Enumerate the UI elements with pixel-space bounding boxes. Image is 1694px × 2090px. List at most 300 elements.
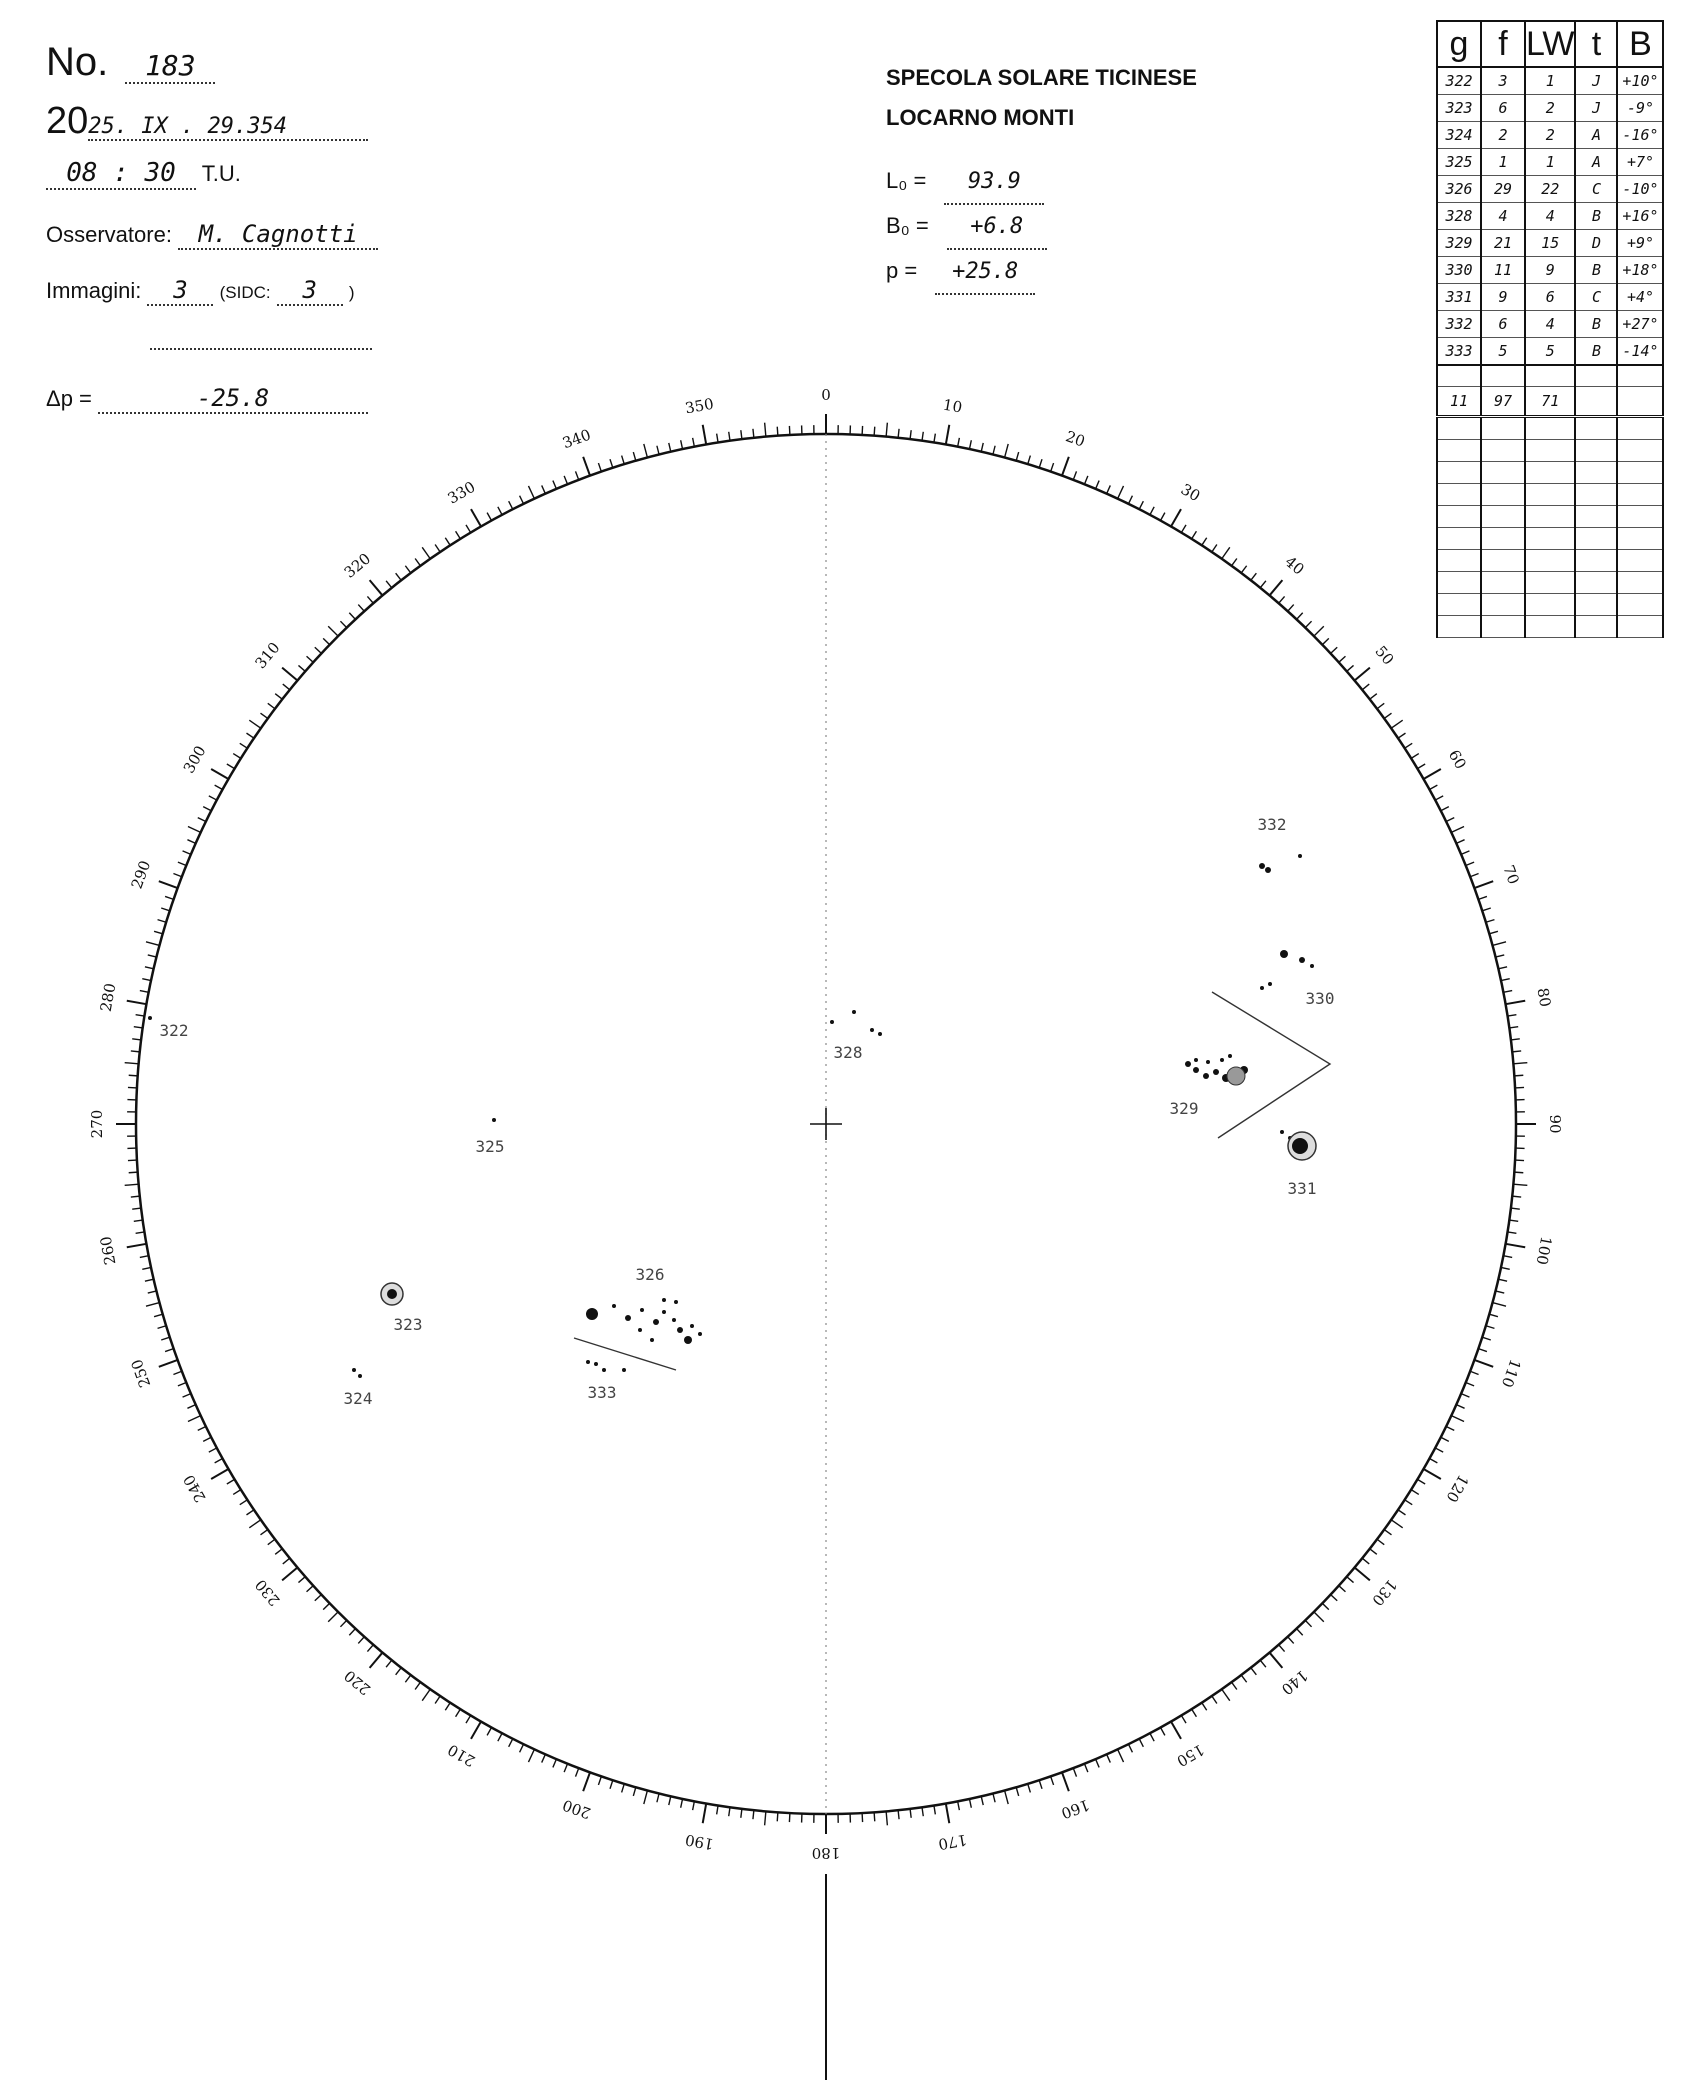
group-label: 328 xyxy=(833,1043,863,1062)
degree-tick xyxy=(1241,1675,1246,1682)
degree-tick xyxy=(435,545,440,552)
degree-label: 180 xyxy=(811,1844,841,1862)
table-cell: 29 xyxy=(1481,176,1525,203)
group-boundary-line xyxy=(1212,992,1330,1138)
group-label: 324 xyxy=(343,1389,373,1408)
degree-tick xyxy=(703,425,706,445)
degree-tick xyxy=(1322,638,1328,644)
table-cell: 4 xyxy=(1525,203,1575,230)
table-cell: 15 xyxy=(1525,230,1575,257)
degree-tick xyxy=(1005,1790,1009,1804)
degree-tick xyxy=(487,513,491,521)
param-p-value: +25.8 xyxy=(935,251,1035,295)
degree-tick xyxy=(183,1394,191,1398)
degree-tick xyxy=(165,1349,174,1352)
date-prefix: 20 xyxy=(46,100,89,142)
degree-tick xyxy=(598,1776,601,1785)
degree-tick xyxy=(946,425,949,445)
degree-tick xyxy=(1498,967,1507,969)
degree-tick xyxy=(1347,665,1354,671)
table-cell: D xyxy=(1575,230,1617,257)
degree-tick xyxy=(969,1799,971,1808)
degree-tick xyxy=(1028,1784,1031,1793)
degree-tick xyxy=(1202,538,1207,546)
table-cell: J xyxy=(1575,67,1617,95)
degree-tick xyxy=(498,1733,502,1741)
degree-tick xyxy=(1461,1394,1469,1398)
degree-tick xyxy=(188,826,201,832)
degree-tick xyxy=(1489,931,1498,933)
degree-tick xyxy=(315,1595,322,1601)
degree-tick xyxy=(1279,1645,1285,1652)
table-cell: 332 xyxy=(1437,311,1481,338)
sunspot-penumbra xyxy=(1227,1067,1245,1085)
degree-tick xyxy=(159,881,178,888)
degree-label: 40 xyxy=(1281,552,1308,579)
degree-tick xyxy=(260,1530,267,1535)
institution-name: SPECOLA SOLARE TICINESE xyxy=(886,65,1197,90)
degree-tick xyxy=(1506,1001,1526,1004)
degree-tick xyxy=(1513,1063,1527,1064)
degree-tick xyxy=(178,1382,186,1385)
degree-tick xyxy=(693,1801,695,1810)
degree-label: 200 xyxy=(560,1795,594,1823)
degree-tick xyxy=(1260,1660,1266,1667)
table-cell: +4° xyxy=(1617,284,1663,311)
table-cell: J xyxy=(1575,95,1617,122)
degree-tick xyxy=(1016,1787,1018,1796)
table-cell: 2 xyxy=(1525,95,1575,122)
degree-tick xyxy=(283,1558,290,1564)
degree-tick xyxy=(622,456,625,465)
degree-tick xyxy=(1451,826,1464,832)
sunspot xyxy=(1280,1130,1284,1134)
degree-tick xyxy=(981,443,983,452)
degree-tick xyxy=(134,1027,143,1028)
sunspot-drawings xyxy=(148,854,1330,1378)
degree-tick xyxy=(275,694,282,700)
degree-tick xyxy=(703,1804,706,1824)
degree-tick xyxy=(1511,1208,1520,1209)
report-number-value: 183 xyxy=(125,49,215,84)
degree-tick xyxy=(657,1794,659,1803)
table-cell: 6 xyxy=(1481,95,1525,122)
degree-tick xyxy=(282,668,297,681)
sunspot xyxy=(625,1315,631,1321)
table-cell: B xyxy=(1575,257,1617,284)
degree-tick xyxy=(729,1807,730,1816)
degree-tick xyxy=(1446,818,1454,822)
degree-tick xyxy=(509,1739,513,1747)
degree-tick xyxy=(520,1744,524,1752)
degree-tick xyxy=(1405,743,1413,748)
sunspot xyxy=(650,1338,654,1342)
degree-tick xyxy=(922,432,923,441)
degree-tick xyxy=(1466,1382,1474,1385)
table-cell: 9 xyxy=(1525,257,1575,284)
degree-tick xyxy=(1107,1754,1111,1762)
degree-tick xyxy=(209,796,217,800)
degree-tick xyxy=(1347,1577,1354,1583)
sidc-value: 3 xyxy=(277,276,343,306)
degree-tick xyxy=(422,547,430,558)
degree-tick xyxy=(1161,1727,1165,1735)
degree-tick xyxy=(528,1749,534,1762)
table-cell: 328 xyxy=(1437,203,1481,230)
degree-label: 150 xyxy=(1173,1740,1208,1771)
degree-tick xyxy=(159,1360,178,1367)
degree-label: 260 xyxy=(96,1234,120,1267)
date-value: 25. IX . 29.354 xyxy=(88,114,368,141)
degree-tick xyxy=(1073,1768,1076,1776)
header-t: t xyxy=(1575,21,1617,67)
sunspot xyxy=(622,1368,626,1372)
degree-tick xyxy=(349,613,355,620)
degree-tick xyxy=(1391,720,1402,728)
group-label: 333 xyxy=(587,1383,617,1402)
degree-tick xyxy=(1511,1039,1520,1040)
degree-label: 310 xyxy=(251,638,284,673)
table-cell: 1 xyxy=(1525,67,1575,95)
degree-tick xyxy=(188,1416,201,1422)
degree-tick xyxy=(542,485,546,493)
degree-tick xyxy=(1512,1051,1521,1052)
degree-tick xyxy=(227,764,235,769)
degree-tick xyxy=(298,665,305,671)
table-cell: 1 xyxy=(1481,149,1525,176)
degree-label: 320 xyxy=(340,549,375,582)
degree-tick xyxy=(1470,874,1478,877)
degree-tick xyxy=(178,862,186,865)
degree-tick xyxy=(471,509,481,526)
degree-tick xyxy=(198,818,206,822)
degree-tick xyxy=(142,979,151,981)
degree-tick xyxy=(1482,1337,1491,1340)
group-label: 325 xyxy=(475,1137,505,1156)
degree-tick xyxy=(215,785,223,789)
degree-tick xyxy=(328,1612,338,1622)
table-cell: 326 xyxy=(1437,176,1481,203)
degree-tick xyxy=(456,531,461,539)
degree-tick xyxy=(777,1812,778,1821)
degree-tick xyxy=(1279,596,1285,603)
table-cell: 324 xyxy=(1437,122,1481,149)
degree-tick xyxy=(1051,1776,1054,1785)
sunspot xyxy=(1185,1061,1191,1067)
sunspot xyxy=(878,1032,882,1036)
table-cell: 322 xyxy=(1437,67,1481,95)
degree-tick xyxy=(370,580,383,595)
sunspot xyxy=(1268,982,1272,986)
delta-p-label: Δp = xyxy=(46,386,92,411)
degree-tick xyxy=(1370,694,1377,700)
degree-label: 160 xyxy=(1058,1795,1092,1823)
degree-tick xyxy=(1212,545,1217,552)
degree-tick xyxy=(1241,566,1246,573)
degree-tick xyxy=(898,429,899,438)
degree-tick xyxy=(1398,733,1405,738)
degree-tick xyxy=(1384,713,1391,718)
degree-tick xyxy=(283,684,290,690)
degree-tick xyxy=(1391,1520,1402,1528)
group-labels xyxy=(160,815,1335,1408)
degree-tick xyxy=(275,1549,282,1555)
degree-tick xyxy=(1016,452,1018,461)
degree-tick xyxy=(910,1809,911,1818)
sunspot-umbra xyxy=(387,1289,397,1299)
degree-tick xyxy=(1222,1689,1230,1700)
sunspot xyxy=(1310,964,1314,968)
degree-tick xyxy=(1339,1586,1346,1592)
table-cell: 9 xyxy=(1481,284,1525,311)
degree-tick xyxy=(1474,881,1493,888)
sunspot xyxy=(602,1368,606,1372)
table-cell: -10° xyxy=(1617,176,1663,203)
degree-tick xyxy=(717,1806,718,1815)
degree-tick xyxy=(146,942,160,946)
sunspot xyxy=(674,1300,678,1304)
degree-tick xyxy=(1128,1744,1132,1752)
degree-tick xyxy=(136,1015,145,1016)
table-cell: 323 xyxy=(1437,95,1481,122)
degree-tick xyxy=(209,1448,217,1452)
degree-tick xyxy=(1513,1184,1527,1185)
sunspot xyxy=(852,1010,856,1014)
degree-tick xyxy=(681,1799,683,1808)
degree-tick xyxy=(487,1727,491,1735)
param-b0-label: B₀ = xyxy=(886,213,929,238)
degree-tick xyxy=(598,463,601,472)
degree-tick xyxy=(1297,613,1303,620)
degree-tick xyxy=(415,1682,420,1689)
degree-tick xyxy=(886,1811,887,1825)
time-suffix: T.U. xyxy=(201,161,241,186)
degree-tick xyxy=(1355,668,1370,681)
degree-tick xyxy=(1466,862,1474,865)
degree-tick xyxy=(1398,1510,1405,1515)
table-cell: A xyxy=(1575,122,1617,149)
sunspot xyxy=(358,1374,362,1378)
degree-label: 220 xyxy=(340,1666,375,1699)
degree-tick xyxy=(528,486,534,499)
degree-tick xyxy=(1270,1653,1283,1668)
degree-tick xyxy=(1362,1558,1369,1564)
degree-tick xyxy=(1150,507,1154,515)
degree-tick xyxy=(349,1629,355,1636)
sidc-close: ) xyxy=(348,283,355,302)
degree-tick xyxy=(1441,1437,1449,1441)
degree-tick xyxy=(958,1801,960,1810)
degree-tick xyxy=(564,1764,567,1772)
degree-tick xyxy=(1212,1696,1217,1703)
degree-tick xyxy=(1514,1172,1523,1173)
degree-tick xyxy=(1446,1426,1454,1430)
degree-label: 80 xyxy=(1533,986,1555,1009)
degree-tick xyxy=(1503,991,1512,993)
degree-tick xyxy=(203,1437,211,1441)
degree-tick xyxy=(1503,1256,1512,1258)
table-cell: B xyxy=(1575,311,1617,338)
table-cell: B xyxy=(1575,203,1617,230)
degree-label: 130 xyxy=(1368,1575,1401,1610)
table-cell: A xyxy=(1575,149,1617,176)
sunspot xyxy=(677,1327,683,1333)
group-label: 323 xyxy=(393,1315,423,1334)
degree-tick xyxy=(323,1603,329,1609)
table-cell: 3 xyxy=(1481,67,1525,95)
observer-value: M. Cagnotti xyxy=(178,220,378,250)
table-cell: C xyxy=(1575,284,1617,311)
degree-tick xyxy=(1417,764,1425,769)
degree-tick xyxy=(323,638,329,644)
table-cell: 331 xyxy=(1437,284,1481,311)
degree-tick xyxy=(307,656,314,662)
sunspot xyxy=(1193,1067,1199,1073)
table-cell: C xyxy=(1575,176,1617,203)
degree-tick xyxy=(173,874,181,877)
degree-tick xyxy=(340,621,346,627)
degree-tick xyxy=(741,430,742,439)
degree-tick xyxy=(553,481,557,489)
degree-tick xyxy=(136,1232,145,1233)
degree-tick xyxy=(910,430,911,439)
degree-tick xyxy=(1096,1759,1100,1767)
degree-tick xyxy=(405,1675,410,1682)
degree-tick xyxy=(1251,573,1257,580)
table-cell: 5 xyxy=(1481,338,1525,366)
images-label: Immagini: xyxy=(46,278,142,303)
degree-tick xyxy=(669,1796,671,1805)
degree-tick xyxy=(1486,920,1495,923)
degree-tick xyxy=(145,967,154,969)
degree-tick xyxy=(173,1371,181,1374)
degree-tick xyxy=(1489,1314,1498,1316)
degree-tick xyxy=(1128,496,1132,504)
degree-label: 10 xyxy=(941,395,964,417)
sunspot xyxy=(830,1020,834,1024)
sunspot xyxy=(1298,854,1302,858)
degree-tick xyxy=(1461,851,1469,855)
degree-label: 230 xyxy=(251,1575,284,1610)
degree-tick xyxy=(1260,581,1266,588)
degree-tick xyxy=(249,1520,260,1528)
degree-tick xyxy=(187,840,195,844)
degree-tick xyxy=(1424,769,1441,779)
degree-tick xyxy=(198,1426,206,1430)
table-cell: 325 xyxy=(1437,149,1481,176)
degree-tick xyxy=(1107,485,1111,493)
degree-tick xyxy=(1150,1733,1154,1741)
degree-tick xyxy=(765,1811,766,1825)
degree-tick xyxy=(1192,531,1197,539)
degree-tick xyxy=(187,1405,195,1409)
degree-tick xyxy=(165,896,174,899)
sunspot xyxy=(640,1308,644,1312)
degree-label: 340 xyxy=(560,425,594,453)
sunspot-umbra xyxy=(1292,1138,1308,1154)
degree-tick xyxy=(127,1001,147,1004)
degree-tick xyxy=(161,1337,170,1340)
degree-tick xyxy=(415,558,420,565)
degree-tick xyxy=(1073,471,1076,479)
images-value: 3 xyxy=(147,276,213,306)
degree-tick xyxy=(1456,1405,1464,1409)
degree-label: 100 xyxy=(1532,1234,1556,1267)
degree-tick xyxy=(1417,1479,1425,1484)
degree-tick xyxy=(1051,463,1054,472)
degree-tick xyxy=(1496,955,1505,957)
degree-tick xyxy=(158,920,167,923)
degree-tick xyxy=(583,457,590,476)
degree-tick xyxy=(1470,1371,1478,1374)
degree-tick xyxy=(874,1812,875,1821)
degree-tick xyxy=(1501,1267,1510,1269)
degree-tick xyxy=(576,1768,579,1776)
degree-tick xyxy=(1288,605,1294,612)
degree-tick xyxy=(498,507,502,515)
sunspot xyxy=(612,1304,616,1308)
sunspot xyxy=(586,1360,590,1364)
degree-tick xyxy=(240,1500,248,1505)
degree-tick xyxy=(1506,1244,1526,1247)
degree-tick xyxy=(247,733,254,738)
degree-tick xyxy=(129,1172,138,1173)
degree-tick xyxy=(145,1279,154,1281)
degree-tick xyxy=(1297,1629,1303,1636)
degree-tick xyxy=(644,444,648,458)
group-label: 331 xyxy=(1287,1179,1317,1198)
degree-tick xyxy=(386,1660,392,1667)
report-number-label: No. xyxy=(46,40,109,84)
degree-tick xyxy=(1331,647,1338,653)
degree-tick xyxy=(1222,547,1230,558)
table-cell: -16° xyxy=(1617,122,1663,149)
degree-tick xyxy=(777,427,778,436)
degree-tick xyxy=(1411,754,1419,759)
degree-tick xyxy=(1429,785,1437,789)
sunspot xyxy=(492,1118,496,1122)
group-boundary-line xyxy=(574,1338,676,1370)
table-cell: +16° xyxy=(1617,203,1663,230)
table-cell: 71 xyxy=(1525,387,1575,417)
degree-label: 140 xyxy=(1277,1666,1312,1699)
sidc-label: (SIDC: xyxy=(219,283,271,302)
degree-tick xyxy=(268,1539,275,1544)
observer-label: Osservatore: xyxy=(46,222,172,247)
param-l0-value: 93.9 xyxy=(944,161,1044,205)
header-b: B xyxy=(1617,21,1663,67)
degree-tick xyxy=(298,1577,305,1583)
table-cell: 6 xyxy=(1525,284,1575,311)
sunspot xyxy=(586,1308,598,1320)
sunspot xyxy=(352,1368,356,1372)
degree-tick xyxy=(693,438,695,447)
degree-tick xyxy=(1331,1595,1338,1601)
degree-tick xyxy=(1314,1612,1324,1622)
degree-tick xyxy=(1482,908,1491,911)
param-l0-label: L₀ = xyxy=(886,168,927,193)
degree-tick xyxy=(358,605,364,612)
degree-tick xyxy=(1305,1620,1311,1626)
degree-tick xyxy=(367,596,373,603)
degree-tick xyxy=(1039,459,1042,468)
degree-label: 50 xyxy=(1371,642,1398,669)
degree-tick xyxy=(134,1220,143,1221)
degree-tick xyxy=(132,1208,141,1209)
sunspot xyxy=(1194,1058,1198,1062)
table-cell: 330 xyxy=(1437,257,1481,284)
degree-tick xyxy=(125,1063,139,1064)
